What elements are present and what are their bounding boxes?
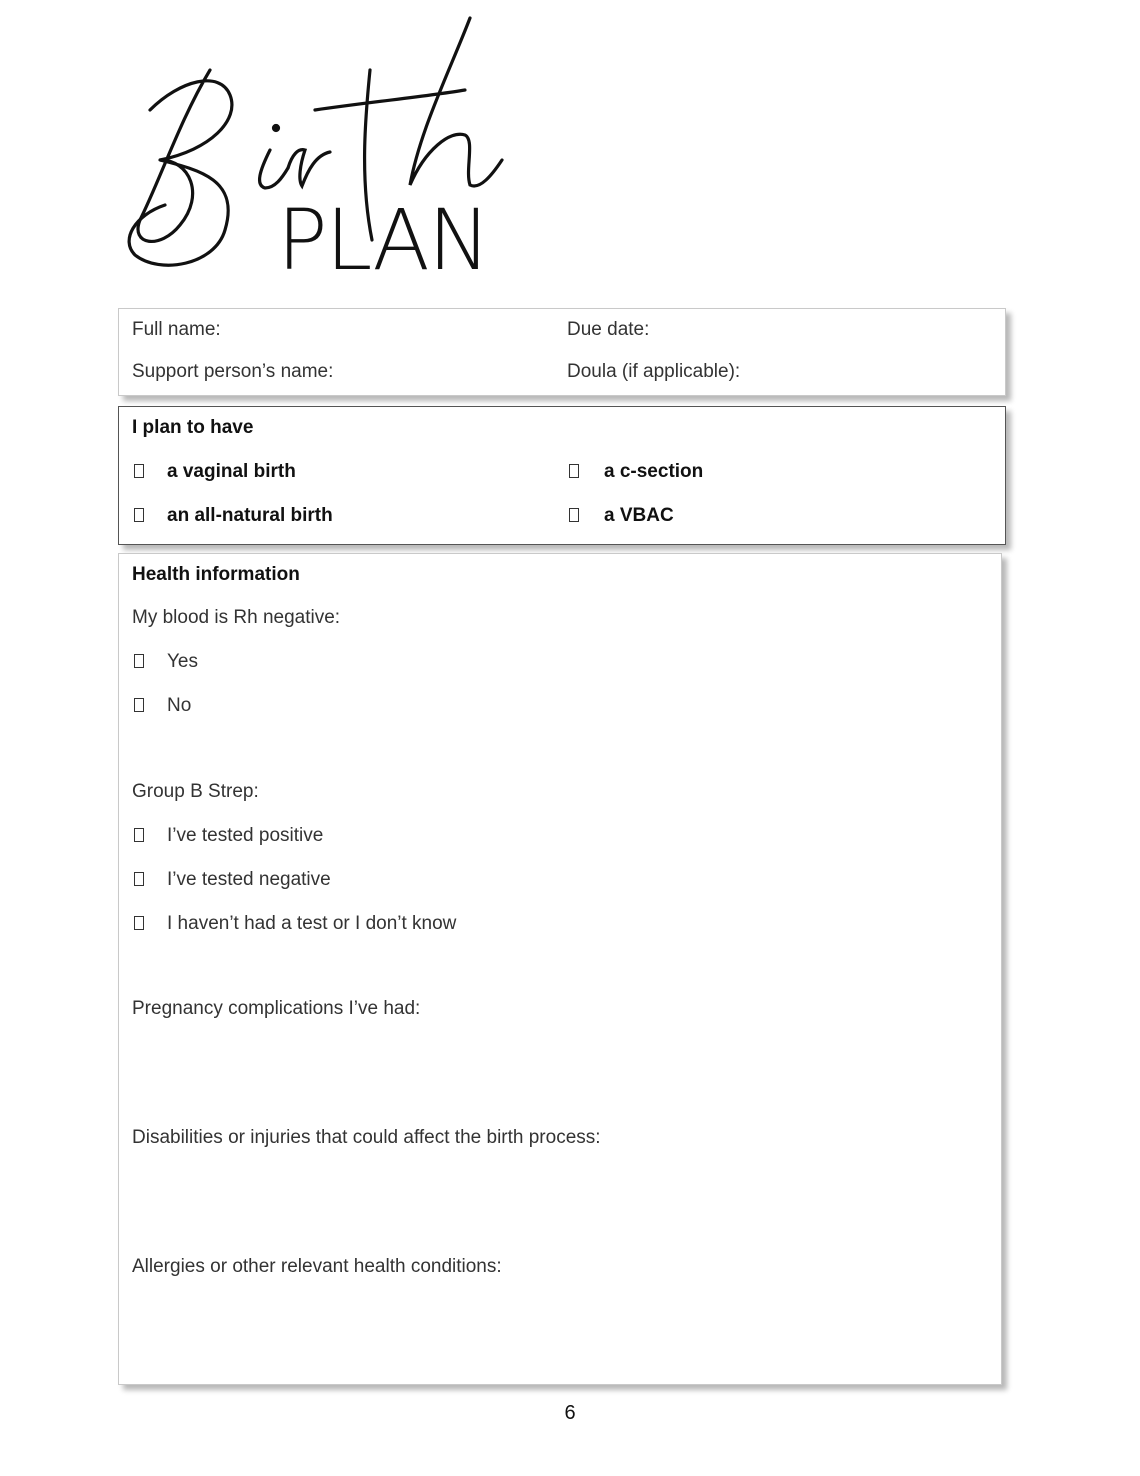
all-natural-birth-label: an all-natural birth — [167, 505, 333, 526]
vbac-label: a VBAC — [604, 505, 674, 526]
c-section-checkbox[interactable] — [569, 464, 579, 478]
page-number: 6 — [564, 1402, 576, 1424]
gbs-positive-label: I’ve tested positive — [167, 825, 324, 846]
health-heading: Health information — [132, 564, 300, 585]
rh-negative-question: My blood is Rh negative: — [132, 607, 341, 628]
gbs-negative-label: I’ve tested negative — [167, 869, 331, 890]
doula-field[interactable]: Doula (if applicable): — [567, 361, 741, 382]
gbs-negative-checkbox[interactable] — [134, 872, 144, 886]
rh-no-label: No — [167, 695, 192, 716]
support-person-field[interactable]: Support person’s name: — [132, 361, 334, 382]
c-section-label: a c-section — [604, 461, 704, 482]
plan-title: PLAN — [277, 191, 489, 289]
rh-no-checkbox[interactable] — [134, 698, 144, 712]
gbs-unknown-label: I haven’t had a test or I don’t know — [167, 913, 457, 934]
all-natural-birth-checkbox[interactable] — [134, 508, 144, 522]
rh-yes-label: Yes — [167, 651, 198, 672]
vaginal-birth-checkbox[interactable] — [134, 464, 144, 478]
allergies-field[interactable]: Allergies or other relevant health conditions: — [132, 1256, 502, 1277]
gbs-unknown-checkbox[interactable] — [134, 916, 144, 930]
due-date-field[interactable]: Due date: — [567, 319, 650, 340]
group-b-strep-question: Group B Strep: — [132, 781, 259, 802]
full-name-field[interactable]: Full name: — [132, 319, 221, 340]
gbs-positive-checkbox[interactable] — [134, 828, 144, 842]
personal-details-section — [118, 308, 1006, 396]
birth-type-section — [118, 406, 1006, 545]
plan-heading: I plan to have — [132, 417, 254, 438]
rh-yes-checkbox[interactable] — [134, 654, 144, 668]
vbac-checkbox[interactable] — [569, 508, 579, 522]
disabilities-field[interactable]: Disabilities or injuries that could affect the birth process: — [132, 1127, 601, 1148]
complications-field[interactable]: Pregnancy complications I’ve had: — [132, 998, 421, 1019]
health-information-section — [118, 553, 1002, 1385]
vaginal-birth-label: a vaginal birth — [167, 461, 296, 482]
